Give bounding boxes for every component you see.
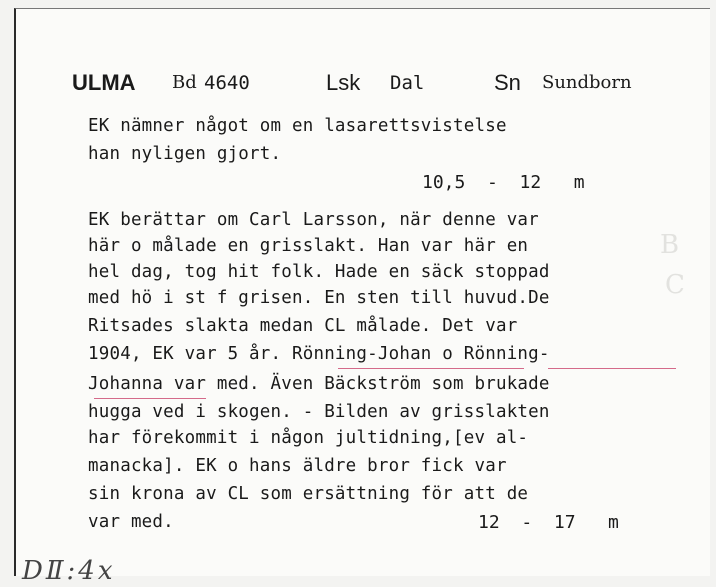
archive-name: ULMA [72, 70, 136, 95]
page-reference: 10,5 - 12 m [422, 172, 585, 193]
show-through-mark: C [665, 270, 685, 300]
text-line: manacka]. EK o hans äldre bror fick var [88, 456, 507, 476]
text-line: hel dag, tog hit folk. Hade en säck stoppad [88, 262, 550, 282]
name-underline [548, 368, 676, 369]
text-line: Ritsades slakta medan CL målade. Det var [88, 316, 518, 336]
socken-value: Sundborn [542, 72, 632, 93]
text-line: hugga ved i skogen. - Bilden av grisslakten [88, 402, 550, 422]
text-line: var med. [88, 512, 174, 532]
show-through-mark: B [660, 230, 680, 260]
archive-shelf-mark: DⅡ:4x [22, 556, 116, 586]
text-line: Johanna var med. Även Bäckström som brukade [88, 374, 550, 394]
text-line: sin krona av CL som ersättning för att de [88, 484, 529, 504]
text-line: EK berättar om Carl Larsson, när denne var [88, 210, 539, 230]
text-line: han nyligen gjort. [88, 144, 282, 164]
page-reference: 12 - 17 m [478, 512, 619, 533]
socken-label: Sn [494, 70, 521, 95]
name-underline [94, 398, 206, 399]
name-underline [338, 368, 524, 369]
record-prefix: Bd [172, 72, 197, 93]
text-line: har förekommit i någon jultidning,[ev al- [88, 428, 529, 448]
landskap-value: Dal [390, 72, 425, 94]
landskap-label: Lsk [326, 70, 361, 95]
text-line: EK nämner något om en lasarettsvistelse [88, 116, 507, 136]
text-line: 1904, EK var 5 år. Rönning-Johan o Rönning- [88, 344, 550, 364]
text-line: med hö i st f grisen. En sten till huvud.De [88, 288, 550, 308]
record-number: 4640 [204, 72, 250, 94]
text-line: här o målade en grisslakt. Han var här en [88, 236, 529, 256]
